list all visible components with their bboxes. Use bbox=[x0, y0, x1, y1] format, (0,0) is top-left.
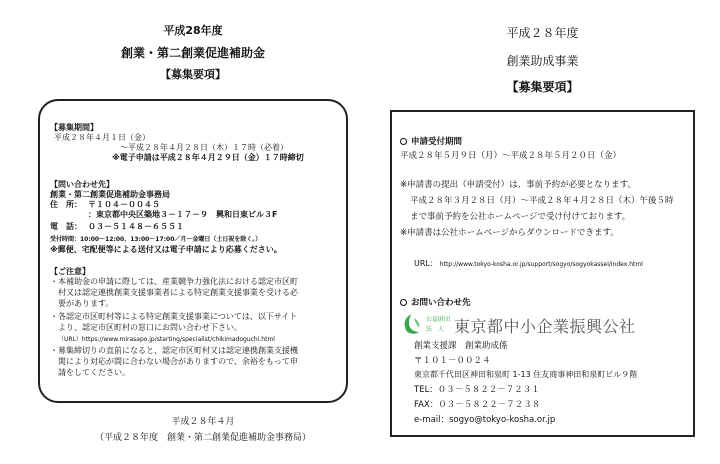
kosha-logo bbox=[402, 312, 672, 336]
left-year-title: 平成28年度 bbox=[163, 24, 223, 37]
right-period-heading: 申請受付期間 bbox=[411, 137, 463, 147]
kosha-logo-mark-icon bbox=[402, 313, 422, 335]
notes-heading: 【ご注意】 bbox=[50, 267, 90, 276]
logo-name: 東京都中小企業振興公社 bbox=[454, 317, 636, 336]
right-contact-heading: お問い合わせ先 bbox=[411, 298, 471, 308]
notes-item3-line1: ・募集締切りの直前になると、認定市区町村又は認定連携創業支援機 bbox=[50, 346, 298, 355]
right-note2: ※申請書は公社ホームページからダウンロードできます。 bbox=[400, 228, 619, 238]
right-period-text: 平成２８年５月９日（月）～平成２８年５月２０日（金） bbox=[400, 151, 622, 161]
notes-item1-line1: ・本補助金の申請に際しては、産業競争力強化法における認定市区町 bbox=[50, 277, 298, 286]
logo-small-1: 公益財団 bbox=[426, 316, 451, 323]
right-tel: TEL：０３－５８２２－７２３１ bbox=[414, 385, 540, 395]
period-heading: 【募集期間】 bbox=[50, 123, 98, 132]
notes-item2-line1: ・各認定市区町村等による特定創業支援事業については、以下サイト bbox=[50, 312, 298, 321]
notes-item2-url: （URL）https://www.mirasapo.jp/starting/specialist/chikimadoguchi.html bbox=[58, 336, 275, 343]
contact-phone-label: 電 話： bbox=[50, 222, 82, 231]
right-postal: 〒１０１－００２４ bbox=[414, 356, 491, 366]
logo-small-2: 法 人 bbox=[426, 326, 445, 333]
right-dept: 創業支援課 創業助成係 bbox=[414, 341, 508, 351]
contact-address-label: 住 所： bbox=[50, 200, 82, 209]
url-link[interactable]: http://www.tokyo-kosha.or.jp/support/sogyo/sogyokassei/index.html bbox=[439, 261, 643, 268]
notes-item3-line2: 関により対応が間に合わない場合がありますので、余裕をもって申 bbox=[58, 357, 298, 366]
left-info-box bbox=[38, 99, 348, 403]
right-email[interactable]: e-mail：sogyo@tokyo-kosha.or.jp bbox=[414, 415, 556, 425]
period-line3: ※電子申請は平成２８年４月２９日（金）１７時締切 bbox=[112, 153, 304, 162]
url-row bbox=[414, 259, 643, 269]
left-title: 創業・第二創業促進補助金 bbox=[120, 46, 265, 60]
contact-heading: 【問い合わせ先】 bbox=[50, 180, 114, 189]
right-address: 東京都千代田区神田和泉町 1-13 住友商事神田和泉町ビル９階 bbox=[414, 370, 638, 379]
right-subtitle: 【募集要項】 bbox=[506, 80, 579, 94]
circle-bullet-icon bbox=[400, 138, 407, 145]
notes-item2-line2: より、認定市区町村の窓口にお問い合わせ下さい。 bbox=[58, 323, 242, 332]
right-fax: FAX：０３－５８２２－７２３８ bbox=[414, 400, 541, 410]
contact-office: 創業・第二創業促進補助金事務局 bbox=[50, 190, 170, 199]
contact-postal: 〒１０４－００４５ bbox=[88, 200, 160, 209]
circle-bullet-icon bbox=[400, 299, 407, 306]
period-heading-row bbox=[400, 136, 462, 148]
right-note1-line2: 平成２８年３月２８日（月）～平成２８年４月２８日（木）午後５時 bbox=[410, 196, 674, 206]
contact-heading-row bbox=[400, 297, 471, 309]
right-year-title: 平成２８年度 bbox=[506, 26, 579, 40]
period-line2: ～平成２８年４月２８日（木）１７時（必着） bbox=[120, 143, 288, 152]
contact-address: ：東京都中央区築地３－１７－９ 興和日東ビル３F bbox=[88, 210, 278, 219]
notes-item3-line3: 請をしてください。 bbox=[58, 368, 130, 377]
right-title: 創業助成事業 bbox=[506, 54, 579, 68]
left-subtitle: 【募集要項】 bbox=[160, 68, 226, 81]
right-note1-line3: まで事前予約を公社ホームページで受け付けております。 bbox=[410, 212, 631, 222]
contact-phone: ０３－５１４８－６５５１ bbox=[88, 222, 184, 231]
left-footer-org: （平成２８年度 創業・第二創業促進補助金事務局） bbox=[94, 433, 311, 443]
right-info-box bbox=[390, 110, 695, 437]
left-footer-date: 平成２８年４月 bbox=[171, 417, 235, 427]
url-label: URL： bbox=[414, 259, 438, 268]
right-note1-line1: ※申請書の提出（申請受付）は、事前予約が必要となります。 bbox=[400, 180, 636, 190]
contact-hours: 受付時間：10:00～12:00、13:00～17:00／月～金曜日（土日祝を除く。） bbox=[50, 236, 262, 243]
contact-note: ※郵便、宅配便等による送付又は電子申請により応募ください。 bbox=[50, 245, 282, 254]
period-line1: 平成２８年４月１日（金） bbox=[54, 133, 150, 142]
notes-item1-line2: 村又は認定連携創業支援事業者による特定創業支援事業を受ける必 bbox=[58, 288, 298, 297]
notes-item1-line3: 要があります。 bbox=[58, 299, 114, 308]
